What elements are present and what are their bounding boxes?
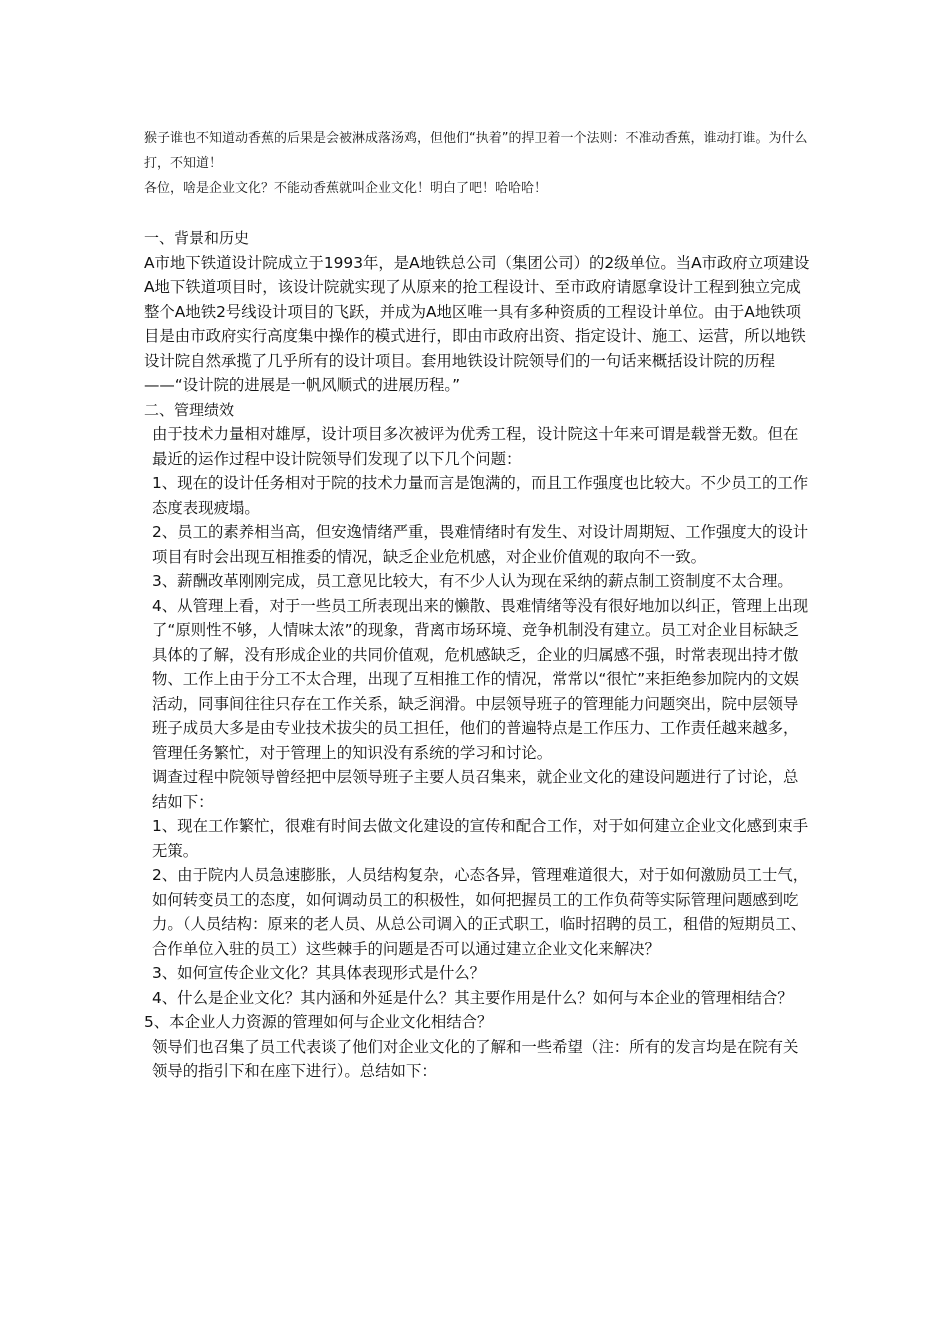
survey-point-5: 5、本企业人力资源的管理如何与企业文化相结合？	[144, 1013, 493, 1031]
problem-item: 1、现在的设计任务相对于院的技术力量而言是饱满的，而且工作强度也比较大。不少员工的工作态度表现疲塌。	[152, 474, 809, 517]
background-paragraph: A市地下铁道设计院成立于1993年，是A地铁总公司（集团公司）的2级单位。当A市政府立项建设A地下铁道项目时，该设计院就实现了从原来的抢工程设计、至市政府请愿拿设计工程到独立完成整个A地铁2号线设计项目的飞跃，并成为A地区唯一具有多种资质的工程设计单位。由于A地铁项目是由市政府实行高度集中操作的模式进行，即由市政府出资、指定设计、施工、运营，所以地铁设计院自然承揽了几乎所有的设计项目。套用地铁设计院领导们的一句话来概括设计院的历程——“设计院的进展是一帆风顺式的进展历程。”	[144, 253, 810, 394]
intro-paragraph-2: 各位，啥是企业文化？不能动香蕉就叫企业文化！明白了吧！哈哈哈！	[144, 181, 548, 196]
survey-point: 1、现在工作繁忙，很难有时间去做文化建设的宣传和配合工作，对于如何建立企业文化感到束手无策。	[152, 817, 809, 860]
survey-intro: 调查过程中院领导曾经把中层领导班子主要人员召集来，就企业文化的建设问题进行了讨论，总结如下：	[152, 768, 799, 811]
intro-block	[144, 126, 812, 201]
survey-point: 3、如何宣传企业文化？其具体表现形式是什么？	[152, 964, 485, 982]
problem-item: 2、员工的素养相当高，但安逸情绪严重，畏难情绪时有发生、对设计周期短、工作强度大的设计项目有时会出现互相推委的情况，缺乏企业危机感，对企业价值观的取向不一致。	[152, 523, 809, 566]
survey-point: 4、什么是企业文化？其内涵和外延是什么？其主要作用是什么？如何与本企业的管理相结合？	[152, 988, 793, 1007]
staff-intro: 领导们也召集了员工代表谈了他们对企业文化的了解和一些希望（注：所有的发言均是在院有关领导的指引下和在座下进行）。总结如下：	[152, 1037, 799, 1080]
main-body	[144, 226, 812, 1084]
intro-paragraph-1: 猴子谁也不知道动香蕉的后果是会被淋成落汤鸡，但他们“执着”的捍卫着一个法则：不准动香蕉，谁动打谁。为什么打，不知道！	[144, 131, 808, 171]
section-heading-background: 一、背景和历史	[144, 229, 250, 247]
section-heading-performance: 二、管理绩效	[144, 400, 235, 419]
problem-item: 4、从管理上看，对于一些员工所表现出来的懒散、畏难情绪等没有很好地加以纠正，管理上出现了“原则性不够，人情味太浓”的现象，背离市场环境、竞争机制没有建立。员工对企业目标缺乏具体的了解，没有形成企业的共同价值观，危机感缺乏，企业的归属感不强，时常表现出持才傲物、工作上由于分工不太合理，出现了互相推工作的情况，常常以“很忙”来拒绝参加院内的文娱活动，同事间往往只存在工作关系，缺乏润滑。中层领导班子的管理能力问题突出，院中层领导班子成员大多是由专业技术拔尖的员工担任，他们的普遍特点是工作压力、工作责任越来越多，管理任务繁忙，对于管理上的知识没有系统的学习和讨论。	[152, 596, 809, 762]
survey-point: 2、由于院内人员急速膨胀，人员结构复杂，心态各异，管理难道很大，对于如何激励员工士气，如何转变员工的态度，如何调动员工的积极性，如何把握员工的工作负荷等实际管理问题感到吃力。（人员结构：原来的老人员、从总公司调入的正式职工，临时招聘的员工，租借的短期员工、合作单位入驻的员工）这些棘手的问题是否可以通过建立企业文化来解决？	[152, 866, 809, 958]
performance-intro: 由于技术力量相对雄厚，设计项目多次被评为优秀工程，设计院这十年来可谓是载誉无数。但在最近的运作过程中设计院领导们发现了以下几个问题：	[152, 425, 799, 468]
problem-item: 3、薪酬改革刚刚完成，员工意见比较大，有不少人认为现在采纳的薪点制工资制度不太合理。	[152, 572, 793, 590]
